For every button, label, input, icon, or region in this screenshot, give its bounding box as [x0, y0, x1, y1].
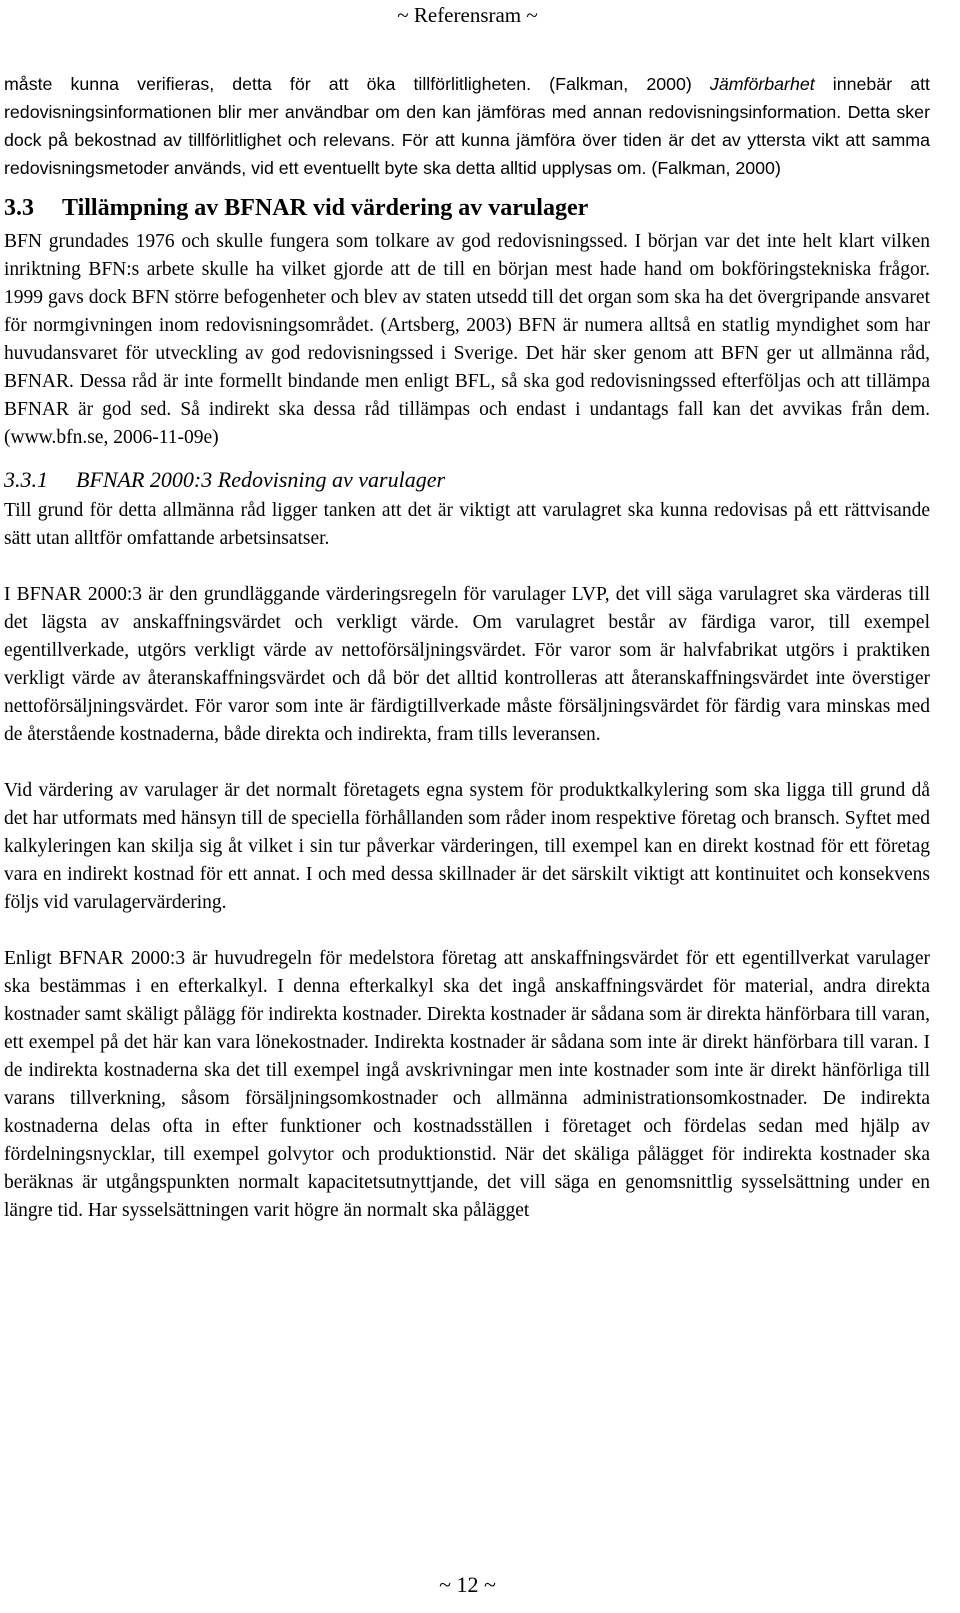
intro-paragraph [4, 70, 930, 182]
section-3-3-number: 3.3 [4, 195, 34, 221]
section-3-3-1-heading [4, 465, 930, 494]
section-3-3-1-paragraph-3: Vid värdering av varulager är det normalt företagets egna system för produktkalkylering som ska ligga till grund då det har utformats med hänsyn till de speciella förhållanden som råder inom respektive företag och bransch. Syftet med kalkyleringen kan skilja sig åt vilket i sin tur påverkar värderingen, till exempel kan en direkt kostnad för ett företag vara en indirekt kostnad för ett annat. I och med dessa skillnader är det särskilt viktigt att kontinuitet och konsekvens följs vid varulagervärdering. [4, 780, 930, 913]
section-3-3-title: Tillämpning av BFNAR vid värdering av varulager [62, 195, 589, 221]
intro-text-part-2: innebär att redovisningsinformationen blir mer användbar om den kan jämföras med annan redovisningsinformation. Detta sker dock på bekostnad av tillförlitlighet och relevans. För att kunna jämföra över tiden är det av yttersta vikt att samma redovisningsmetoder används, vid ett eventuellt byte ska detta alltid upplysas om. (Falkman, 2000) [4, 74, 930, 178]
page-content [4, 70, 930, 1225]
section-3-3-1-paragraph-1: Till grund för detta allmänna råd ligger tanken att det är viktigt att varulagret ska kunna redovisas på ett rättvisande sätt utan alltför omfattande arbetsinsatser. [4, 500, 930, 549]
section-3-3-heading [4, 192, 930, 224]
term-jamforbarhet: Jämförbarhet [709, 74, 815, 94]
section-3-3-1-paragraph-2: I BFNAR 2000:3 är den grundläggande värderingsregeln för varulager LVP, det vill säga varulagret ska värderas till det lägsta av anskaffningsvärdet och verkligt värde. Om varulagret består av färdiga varor, till exempel egentillverkade, utgörs verkligt värde av nettoförsäljningsvärdet. För varor som är halvfabrikat utgörs i praktiken verkligt värde av återanskaffningsvärdet och då bör det alltid kontrolleras att återanskaffningsvärdet inte överstiger nettoförsäljningsvärdet. För varor som inte är färdigtillverkade måste försäljningsvärdet för färdig vara minskas med de återstående kostnaderna, både direkta och indirekta, fram tills leveransen. [4, 584, 930, 745]
section-3-3-1-title: BFNAR 2000:3 Redovisning av varulager [76, 467, 446, 492]
section-3-3-1-paragraph-4: Enligt BFNAR 2000:3 är huvudregeln för medelstora företag att anskaffningsvärdet för ett egentillverkat varulager ska bestämmas i en efterkalkyl. I denna efterkalkyl ska det ingå anskaffningsvärdet för material, andra direkta kostnader samt skäligt pålägg för indirekta kostnader. Direkta kostnader är sådana som är direkta hänförbara till varan, ett exempel på det här kan vara lönekostnader. Indirekta kostnader är sådana som inte är direkt hänförbara till varan. I de indirekta kostnaderna ska det till exempel ingå avskrivningar men inte kostnader som inte är direkt hänförliga till varans tillverkning, såsom försäljningsomkostnader och allmänna administrationsomkostnader. De indirekta kostnaderna delas ofta in efter funktioner och kostnadsställen i företaget och fördelas sedan med hjälp av fördelningsnycklar, till exempel golvytor och produktionstid. När det skäliga pålägget för indirekta kostnader ska beräknas är utgångspunkten normalt kapacitetsutnyttjande, det vill säga en genomsnittlig sysselsättning under en längre tid. Har sysselsättningen varit högre än normalt ska pålägget [4, 948, 930, 1221]
running-header: ~ Referensram ~ [397, 3, 538, 27]
section-3-3-paragraph: BFN grundades 1976 och skulle fungera som tolkare av god redovisningssed. I början var det inte helt klart vilken inriktning BFN:s arbete skulle ha vilket gjorde att de till en början mest hade hand om bokföringstekniska frågor. 1999 gavs dock BFN större befogenheter och blev av staten utsedd till det organ som ska ha det övergripande ansvaret för normgivningen inom redovisningsområdet. (Artsberg, 2003) BFN är numera alltså en statlig myndighet som har huvudansvaret för utveckling av god redovisningssed i Sverige. Det här sker genom att BFN ger ut allmänna råd, BFNAR. Dessa råd är inte formellt bindande men enligt BFL, så ska god redovisningssed efterföljas och att tillämpa BFNAR är god sed. Så indirekt ska dessa råd tillämpas och endast i undantags fall kan det avvikas från dem. (www.bfn.se, 2006-11-09e) [4, 231, 930, 448]
section-3-3-1-number: 3.3.1 [4, 467, 48, 492]
page-number: ~ 12 ~ [439, 1572, 496, 1597]
intro-text-part-1: måste kunna verifieras, detta för att öka tillförlitligheten. (Falkman, 2000) [4, 74, 710, 94]
